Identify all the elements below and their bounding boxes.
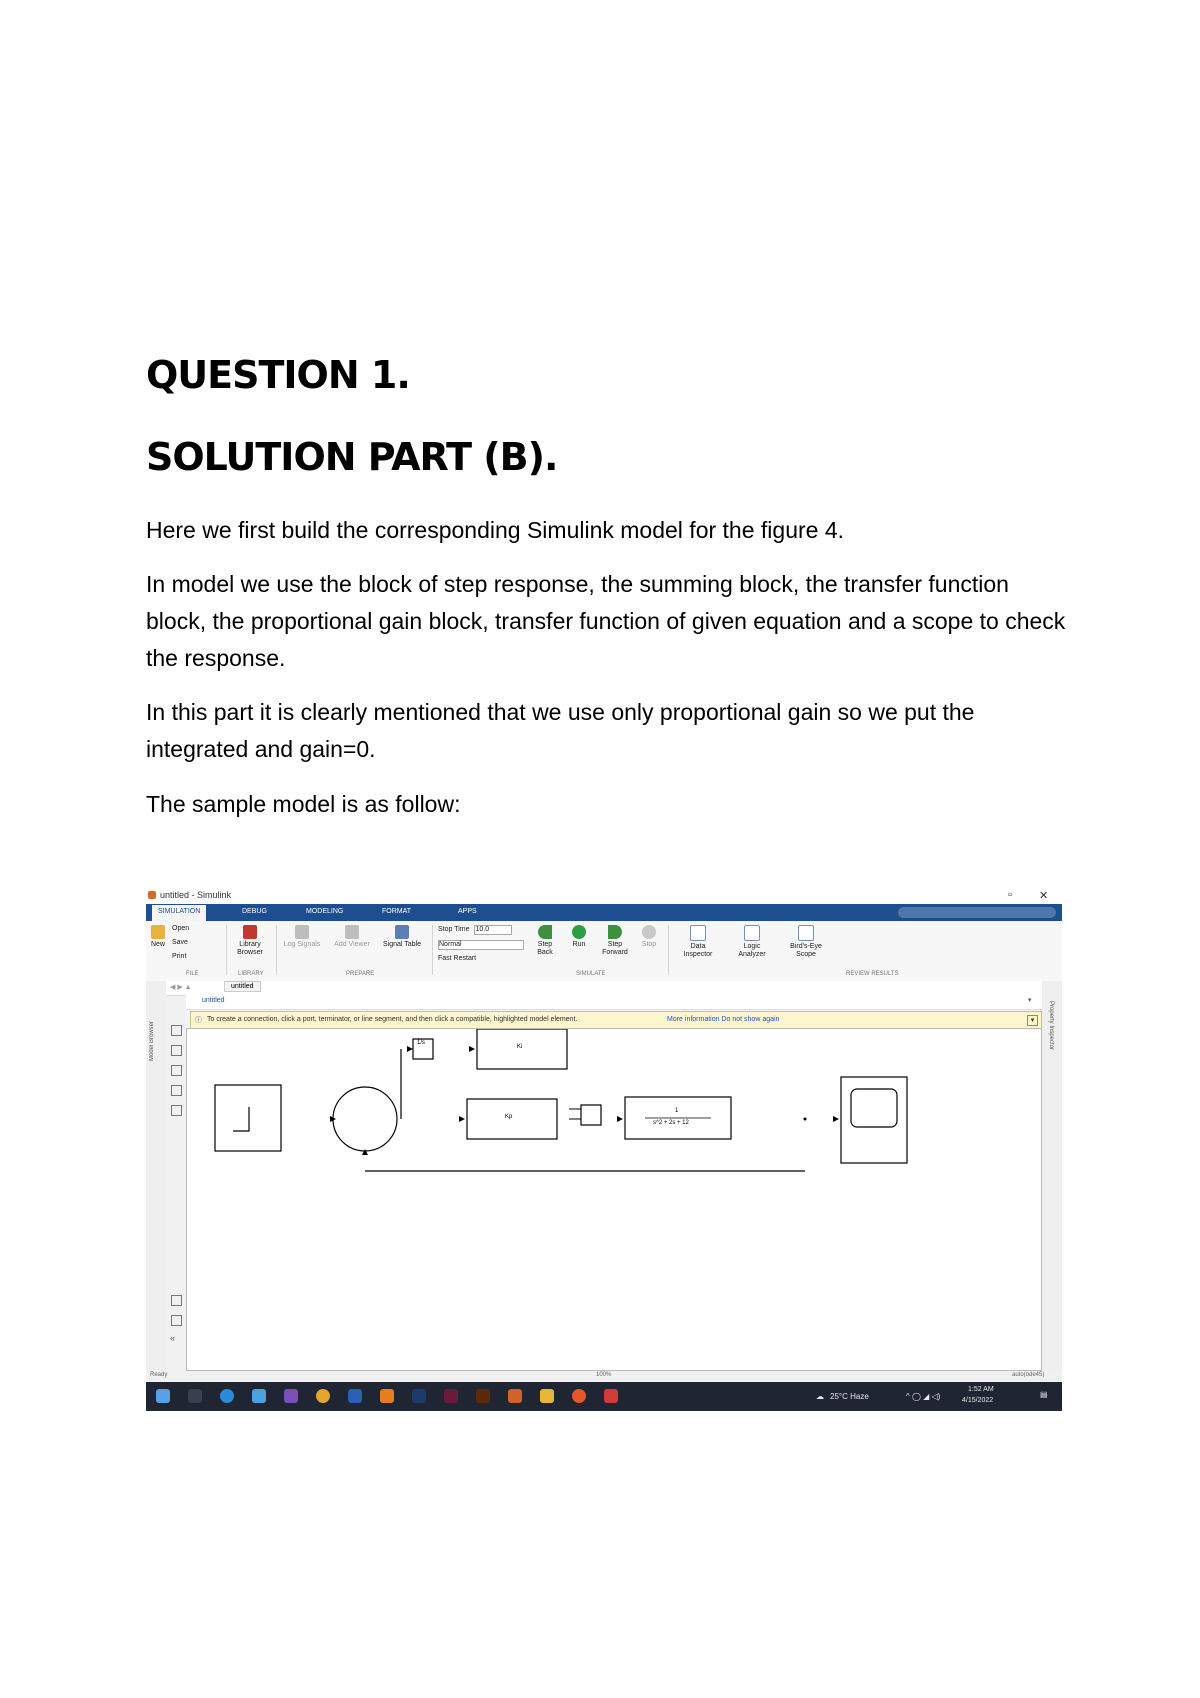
log-signals-button[interactable] bbox=[282, 925, 322, 949]
signal-table-label: Signal Table bbox=[382, 941, 421, 948]
new-button[interactable] bbox=[150, 925, 166, 949]
add-viewer-icon bbox=[345, 925, 359, 939]
step-back-button[interactable] bbox=[530, 925, 560, 957]
photoshop-icon[interactable] bbox=[412, 1389, 426, 1403]
logic-analyzer-button[interactable] bbox=[730, 925, 774, 959]
status-bar bbox=[146, 1371, 1062, 1382]
image-icon[interactable] bbox=[171, 1085, 182, 1096]
run-button[interactable] bbox=[564, 925, 594, 949]
step-block[interactable] bbox=[215, 1085, 281, 1151]
scope-block[interactable] bbox=[833, 1077, 907, 1163]
kp-label: Kp bbox=[505, 1114, 513, 1120]
solution-heading: SOLUTION PART (B). bbox=[146, 435, 558, 479]
fast-restart-toggle[interactable] bbox=[438, 955, 476, 963]
window-title: untitled - Simulink bbox=[160, 890, 232, 900]
open-label: Open bbox=[172, 925, 190, 932]
stop-time-input[interactable]: 10.0 bbox=[474, 925, 512, 935]
ribbon-separator bbox=[432, 925, 433, 975]
add-viewer-button[interactable] bbox=[332, 925, 372, 949]
status-ready: Ready bbox=[150, 1372, 168, 1378]
clock-time[interactable]: 1:52 AM bbox=[968, 1386, 994, 1393]
section-simulate: SIMULATE bbox=[576, 971, 606, 977]
model-path-bar bbox=[186, 995, 1042, 1010]
data-inspector-button[interactable] bbox=[676, 925, 720, 959]
stop-time-label: Stop Time bbox=[438, 926, 470, 933]
property-inspector-label: Property Inspector bbox=[1048, 1001, 1054, 1051]
ribbon-tabbar bbox=[146, 904, 1062, 921]
canvas-tool-palette bbox=[166, 995, 186, 1371]
ribbon-separator bbox=[226, 925, 227, 975]
sum-block[interactable] bbox=[330, 1087, 397, 1155]
folder-icon[interactable] bbox=[171, 1315, 182, 1326]
collapse-icon[interactable]: « bbox=[170, 1333, 176, 1343]
model-browser-strip[interactable] bbox=[146, 981, 167, 1371]
info-icon: ⓘ bbox=[195, 1017, 202, 1024]
signal-table-icon bbox=[395, 925, 409, 939]
library-browser-icon bbox=[243, 925, 257, 939]
data-inspector-label: Data Inspector bbox=[683, 943, 713, 958]
output-dot bbox=[804, 1118, 807, 1121]
question-heading: QUESTION 1. bbox=[146, 353, 410, 397]
transfer-function-block[interactable] bbox=[617, 1097, 731, 1139]
step-back-label: Step Back bbox=[537, 941, 553, 956]
log-signals-icon bbox=[295, 925, 309, 939]
new-icon bbox=[151, 925, 165, 939]
tab-modeling[interactable]: MODELING bbox=[306, 908, 344, 915]
add-viewer-label: Add Viewer bbox=[334, 941, 370, 948]
search-icon[interactable] bbox=[188, 1389, 202, 1403]
simulation-mode-select[interactable] bbox=[438, 940, 524, 950]
stop-time-field[interactable] bbox=[438, 925, 512, 935]
log-signals-label: Log Signals bbox=[283, 941, 321, 948]
tab-format[interactable]: FORMAT bbox=[382, 908, 412, 915]
paragraph-intro: Here we first build the corresponding Simulink model for the figure 4. bbox=[146, 517, 845, 543]
fast-restart-label: Fast Restart bbox=[438, 955, 477, 962]
bird-eye-scope-icon bbox=[798, 925, 814, 941]
model-tab-row bbox=[166, 981, 1042, 996]
stop-button[interactable] bbox=[636, 925, 662, 949]
section-review-results: REVIEW RESULTS bbox=[846, 971, 899, 977]
chrome-icon[interactable] bbox=[316, 1389, 330, 1403]
status-solver: auto(ode45) bbox=[1012, 1372, 1045, 1378]
file-explorer-icon[interactable] bbox=[540, 1389, 554, 1403]
bird-eye-scope-label: Bird's-Eye Scope bbox=[790, 943, 822, 958]
matlab-logo-icon bbox=[148, 891, 156, 899]
close-icon[interactable]: ✕ bbox=[1039, 890, 1049, 902]
vlc-icon[interactable] bbox=[380, 1389, 394, 1403]
step-back-icon bbox=[538, 925, 552, 939]
logic-analyzer-label: Logic Analyzer bbox=[738, 943, 766, 958]
notification-icon[interactable]: ▤ bbox=[1040, 1390, 1048, 1399]
edge-icon[interactable] bbox=[220, 1389, 234, 1403]
weather-text[interactable]: 25°C Haze bbox=[830, 1392, 869, 1401]
back-arrow-icon[interactable]: ◀ ▶ ▲ bbox=[170, 984, 192, 991]
model-tab[interactable]: untitled bbox=[224, 981, 261, 992]
model-canvas[interactable] bbox=[186, 1028, 1042, 1371]
matlab-taskbar-icon[interactable] bbox=[508, 1389, 522, 1403]
info-links[interactable]: More information Do not show again bbox=[667, 1016, 780, 1023]
block-diagram bbox=[187, 1029, 1043, 1372]
tf-numerator: 1 bbox=[675, 1108, 679, 1114]
library-browser-button[interactable] bbox=[230, 925, 270, 957]
print-label: Print bbox=[172, 953, 187, 960]
ki-label: Ki bbox=[517, 1044, 523, 1050]
paragraph-gain: In this part it is clearly mentioned that we use only proportional gain so we put the integrated and gain=0. bbox=[146, 699, 975, 762]
start-icon[interactable] bbox=[156, 1389, 170, 1403]
run-label: Run bbox=[572, 941, 586, 948]
store-icon[interactable] bbox=[252, 1389, 266, 1403]
info-dropdown-icon[interactable]: ▾ bbox=[1027, 1015, 1038, 1026]
stop-label: Stop bbox=[641, 941, 657, 948]
tab-apps[interactable]: APPS bbox=[458, 908, 477, 915]
word-icon[interactable] bbox=[348, 1389, 362, 1403]
clock-date[interactable]: 4/15/2022 bbox=[962, 1397, 994, 1404]
tray-icons[interactable]: ^ ◯ ◢ ◁) bbox=[906, 1392, 941, 1401]
ribbon-separator bbox=[668, 925, 669, 975]
zoom-icon[interactable] bbox=[171, 1025, 182, 1036]
simulation-mode-value: Normal bbox=[439, 941, 462, 948]
step-forward-button[interactable] bbox=[598, 925, 632, 957]
windows-taskbar bbox=[146, 1382, 1062, 1411]
status-zoom: 100% bbox=[596, 1372, 612, 1378]
section-prepare: PREPARE bbox=[346, 971, 375, 977]
model-browser-label: Model Browser bbox=[149, 1021, 155, 1062]
library-browser-label: Library Browser bbox=[237, 941, 263, 956]
step-forward-label: Step Forward bbox=[602, 941, 628, 956]
print-button[interactable] bbox=[172, 953, 186, 961]
info-message: To create a connection, click a port, terminator, or line segment, and then click a compatible, highlighted model element. bbox=[207, 1016, 578, 1023]
tab-debug[interactable]: DEBUG bbox=[242, 908, 267, 915]
paragraph-blocks: In model we use the block of step response, the summing block, the transfer function block, the proportional gain block, transfer function of given equation and a scope to check the response. bbox=[146, 571, 1066, 671]
fit-view-icon[interactable] bbox=[171, 1045, 182, 1056]
stop-icon bbox=[642, 925, 656, 939]
property-inspector-strip[interactable] bbox=[1042, 981, 1062, 1371]
restore-icon[interactable]: ▫ bbox=[1008, 889, 1012, 901]
visual-studio-icon[interactable] bbox=[284, 1389, 298, 1403]
paragraph-sample: The sample model is as follow: bbox=[146, 791, 461, 817]
firefox-icon[interactable] bbox=[572, 1389, 586, 1403]
quick-access-toolbar[interactable] bbox=[898, 907, 1056, 918]
save-button[interactable] bbox=[172, 939, 188, 947]
data-inspector-icon bbox=[690, 925, 706, 941]
save-label: Save bbox=[172, 939, 188, 946]
run-icon bbox=[572, 925, 586, 939]
open-button[interactable] bbox=[172, 925, 189, 933]
tab-simulation[interactable]: SIMULATION bbox=[152, 905, 206, 921]
indesign-icon[interactable] bbox=[444, 1389, 458, 1403]
integrator-label: 1/s bbox=[417, 1040, 426, 1046]
step-forward-icon bbox=[608, 925, 622, 939]
small-sum-block[interactable] bbox=[569, 1105, 601, 1125]
pdf-reader-icon[interactable] bbox=[604, 1389, 618, 1403]
new-label: New bbox=[150, 941, 165, 948]
area-icon[interactable] bbox=[171, 1105, 182, 1116]
section-file: FILE bbox=[186, 971, 199, 977]
section-library: LIBRARY bbox=[238, 971, 264, 977]
bird-eye-scope-button[interactable] bbox=[782, 925, 830, 959]
signal-table-button[interactable] bbox=[382, 925, 422, 949]
logic-analyzer-icon bbox=[744, 925, 760, 941]
tf-denominator: s^2 + 2s + 12 bbox=[653, 1120, 689, 1126]
ribbon-separator bbox=[276, 925, 277, 975]
weather-icon: ☁ bbox=[816, 1392, 824, 1401]
model-path[interactable]: untitled bbox=[202, 997, 225, 1004]
ribbon-toolstrip bbox=[146, 921, 1062, 982]
annotation-icon[interactable] bbox=[171, 1065, 182, 1076]
simulink-screenshot bbox=[146, 888, 1062, 1411]
window-titlebar bbox=[146, 888, 1062, 904]
illustrator-icon[interactable] bbox=[476, 1389, 490, 1403]
model-info-icon[interactable] bbox=[171, 1295, 182, 1306]
path-dropdown-icon[interactable]: ▾ bbox=[1028, 997, 1032, 1004]
